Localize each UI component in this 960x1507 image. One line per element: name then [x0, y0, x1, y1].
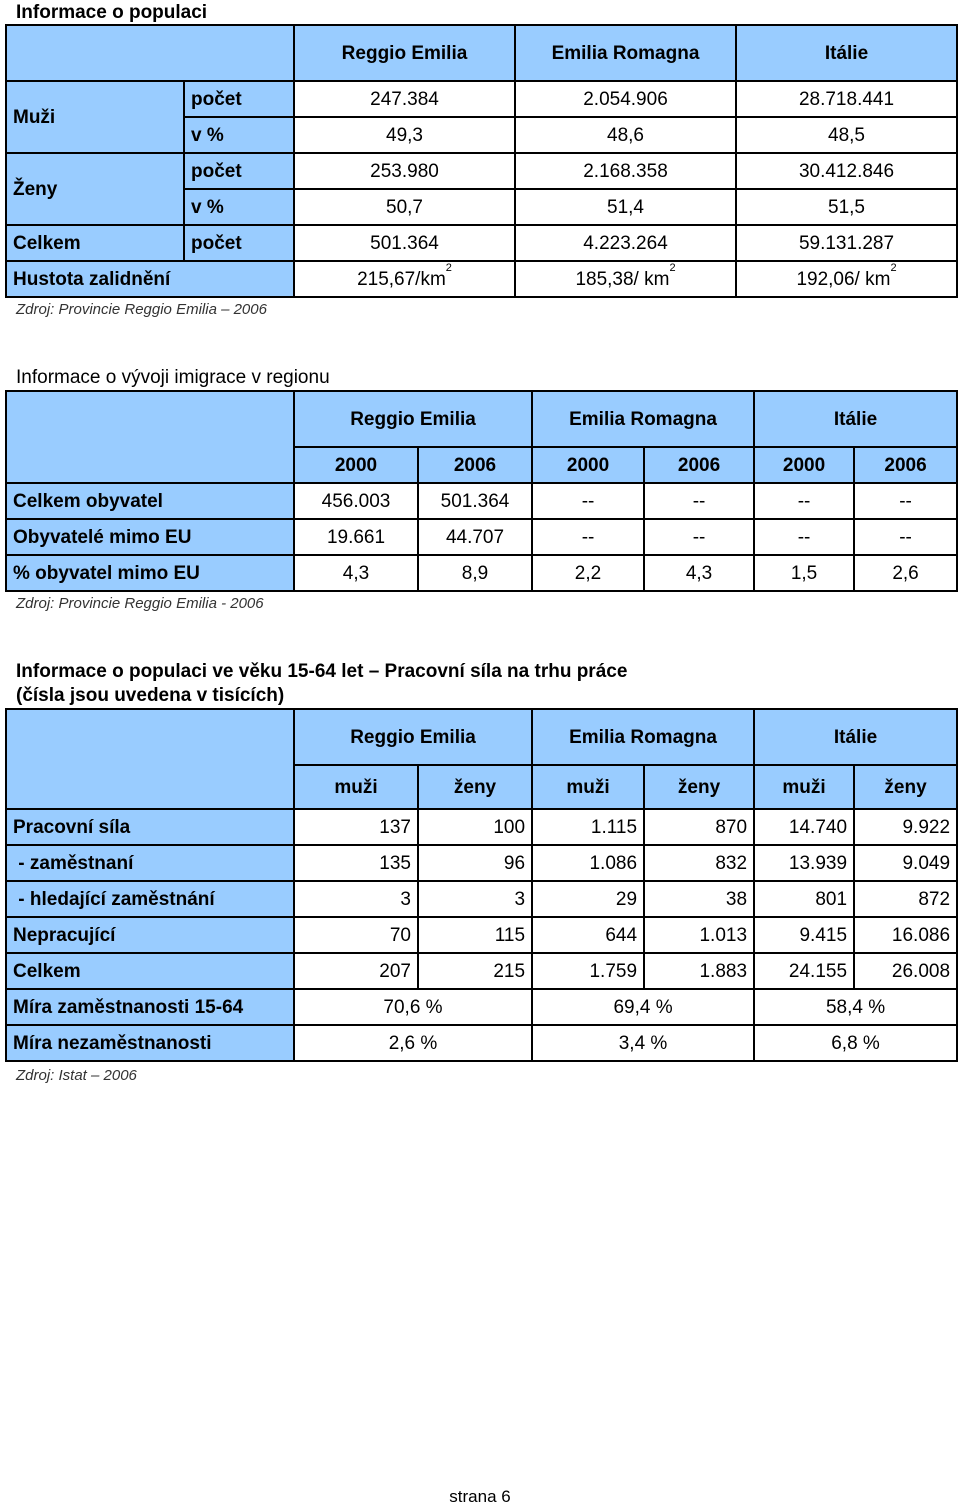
table-cell: 24.155 — [754, 953, 854, 989]
table-row — [6, 953, 957, 989]
table-cell: 30.412.846 — [736, 153, 957, 189]
table-cell: 253.980 — [294, 153, 515, 189]
row-label: v % — [184, 117, 294, 153]
row-label: Obyvatelé mimo EU — [6, 519, 294, 555]
table-cell: 6,8 % — [754, 1025, 957, 1061]
source-note: Zdroj: Istat – 2006 — [16, 1067, 137, 1084]
immigration-table — [5, 390, 958, 592]
table-row — [6, 519, 957, 555]
table-cell: 801 — [754, 881, 854, 917]
row-group-label: Ženy — [6, 153, 184, 225]
table-cell: 44.707 — [418, 519, 532, 555]
table-cell: 26.008 — [854, 953, 957, 989]
table-cell: 29 — [532, 881, 644, 917]
year-header: 2006 — [644, 447, 754, 483]
table-cell: 4,3 — [294, 555, 418, 591]
column-header: Emilia Romagna — [515, 25, 736, 81]
table-cell: 8,9 — [418, 555, 532, 591]
row-group-label: Muži — [6, 81, 184, 153]
row-label: Míra zaměstnanosti 15-64 — [6, 989, 294, 1025]
table-cell: 2,6 — [854, 555, 957, 591]
table-row — [6, 917, 957, 953]
table-cell: -- — [754, 519, 854, 555]
table-cell: 872 — [854, 881, 957, 917]
table-cell: 2,6 % — [294, 1025, 532, 1061]
table-cell: 501.364 — [294, 225, 515, 261]
table-row — [6, 1025, 957, 1061]
column-header: Itálie — [754, 391, 957, 447]
source-note: Zdroj: Provincie Reggio Emilia – 2006 — [16, 301, 267, 318]
table-cell: -- — [532, 519, 644, 555]
column-header: Reggio Emilia — [294, 709, 532, 765]
table-cell: 4,3 — [644, 555, 754, 591]
table-row — [6, 555, 957, 591]
table-cell: 69,4 % — [532, 989, 754, 1025]
header-empty-cell — [6, 709, 294, 809]
column-header: Reggio Emilia — [294, 25, 515, 81]
table-cell: 100 — [418, 809, 532, 845]
table-cell: 1,5 — [754, 555, 854, 591]
table-cell: 247.384 — [294, 81, 515, 117]
population-table — [5, 24, 958, 298]
table-cell: 2.054.906 — [515, 81, 736, 117]
year-header: 2006 — [418, 447, 532, 483]
row-label: Celkem obyvatel — [6, 483, 294, 519]
table-cell: 70,6 % — [294, 989, 532, 1025]
section3-title: Informace o populaci ve věku 15-64 let – Pracovní síla na trhu práce — [16, 661, 628, 682]
table-cell: 96 — [418, 845, 532, 881]
table-cell: 1.759 — [532, 953, 644, 989]
table-cell: 14.740 — [754, 809, 854, 845]
table-cell: 16.086 — [854, 917, 957, 953]
table-cell: 870 — [644, 809, 754, 845]
superscript: 2 — [890, 261, 897, 274]
table-cell: 2,2 — [532, 555, 644, 591]
row-label: - hledající zaměstnání — [6, 881, 294, 917]
gender-header: ženy — [418, 765, 532, 809]
row-label: Nepracující — [6, 917, 294, 953]
row-label: v % — [184, 189, 294, 225]
table-cell: 115 — [418, 917, 532, 953]
table-row — [6, 881, 957, 917]
table-cell: 58,4 % — [754, 989, 957, 1025]
table-cell: 1.883 — [644, 953, 754, 989]
source-note: Zdroj: Provincie Reggio Emilia - 2006 — [16, 595, 264, 612]
table-cell: 51,5 — [736, 189, 957, 225]
superscript: 2 — [669, 261, 676, 274]
table-cell: -- — [644, 519, 754, 555]
row-label: Celkem — [6, 953, 294, 989]
table-cell: 19.661 — [294, 519, 418, 555]
row-label: počet — [184, 81, 294, 117]
column-header: Itálie — [736, 25, 957, 81]
column-header: Itálie — [754, 709, 957, 765]
table-cell: 2.168.358 — [515, 153, 736, 189]
table-cell: 4.223.264 — [515, 225, 736, 261]
table-cell: 3 — [418, 881, 532, 917]
table-cell: 38 — [644, 881, 754, 917]
density-value: 215,67/km — [357, 268, 446, 290]
year-header: 2000 — [532, 447, 644, 483]
table-cell: 1.115 — [532, 809, 644, 845]
year-header: 2000 — [294, 447, 418, 483]
row-group-label: Hustota zalidnění — [6, 261, 294, 297]
table-cell: 51,4 — [515, 189, 736, 225]
table-cell: 9.049 — [854, 845, 957, 881]
table-row — [6, 709, 957, 765]
density-value: 192,06/ km — [796, 268, 891, 290]
column-header: Emilia Romagna — [532, 391, 754, 447]
table-cell: 1.086 — [532, 845, 644, 881]
column-header: Reggio Emilia — [294, 391, 532, 447]
table-row — [6, 25, 957, 81]
table-cell: 13.939 — [754, 845, 854, 881]
table-cell: 644 — [532, 917, 644, 953]
gender-header: ženy — [854, 765, 957, 809]
table-cell: 59.131.287 — [736, 225, 957, 261]
table-row — [6, 809, 957, 845]
row-label: počet — [184, 153, 294, 189]
table-row — [6, 391, 957, 447]
section1-title: Informace o populaci — [16, 2, 208, 23]
section3-subtitle: (čísla jsou uvedena v tisících) — [16, 685, 285, 706]
page-number: strana 6 — [449, 1487, 511, 1506]
gender-header: muži — [754, 765, 854, 809]
table-cell: 3,4 % — [532, 1025, 754, 1061]
table-cell: 832 — [644, 845, 754, 881]
row-label: počet — [184, 225, 294, 261]
section2-title: Informace o vývoji imigrace v regionu — [16, 367, 330, 388]
year-header: 2006 — [854, 447, 957, 483]
row-label: Míra nezaměstnanosti — [6, 1025, 294, 1061]
gender-header: ženy — [644, 765, 754, 809]
gender-header: muži — [294, 765, 418, 809]
density-cell — [736, 261, 957, 297]
header-empty-cell — [6, 25, 294, 81]
row-label: - zaměstnaní — [6, 845, 294, 881]
row-group-label: Celkem — [6, 225, 184, 261]
table-row — [6, 989, 957, 1025]
table-cell: -- — [754, 483, 854, 519]
density-value: 185,38/ km — [575, 268, 670, 290]
table-row — [6, 153, 957, 189]
table-cell: 3 — [294, 881, 418, 917]
table-cell: -- — [854, 519, 957, 555]
density-cell — [294, 261, 515, 297]
table-cell: 50,7 — [294, 189, 515, 225]
row-label: Pracovní síla — [6, 809, 294, 845]
gender-header: muži — [532, 765, 644, 809]
table-cell: 137 — [294, 809, 418, 845]
row-label: % obyvatel mimo EU — [6, 555, 294, 591]
table-row — [6, 845, 957, 881]
header-empty-cell — [6, 391, 294, 483]
density-cell — [515, 261, 736, 297]
table-row — [6, 81, 957, 117]
labor-force-table — [5, 708, 958, 1062]
table-cell: 135 — [294, 845, 418, 881]
table-cell: 28.718.441 — [736, 81, 957, 117]
table-cell: 48,5 — [736, 117, 957, 153]
table-cell: -- — [644, 483, 754, 519]
year-header: 2000 — [754, 447, 854, 483]
table-cell: -- — [854, 483, 957, 519]
table-row — [6, 261, 957, 297]
table-cell: 70 — [294, 917, 418, 953]
table-cell: 501.364 — [418, 483, 532, 519]
table-row — [6, 225, 957, 261]
table-cell: 456.003 — [294, 483, 418, 519]
table-cell: 48,6 — [515, 117, 736, 153]
table-cell: 207 — [294, 953, 418, 989]
column-header: Emilia Romagna — [532, 709, 754, 765]
table-cell: 49,3 — [294, 117, 515, 153]
table-row — [6, 483, 957, 519]
table-cell: -- — [532, 483, 644, 519]
table-cell: 1.013 — [644, 917, 754, 953]
table-cell: 9.415 — [754, 917, 854, 953]
table-cell: 215 — [418, 953, 532, 989]
table-cell: 9.922 — [854, 809, 957, 845]
superscript: 2 — [445, 261, 452, 274]
